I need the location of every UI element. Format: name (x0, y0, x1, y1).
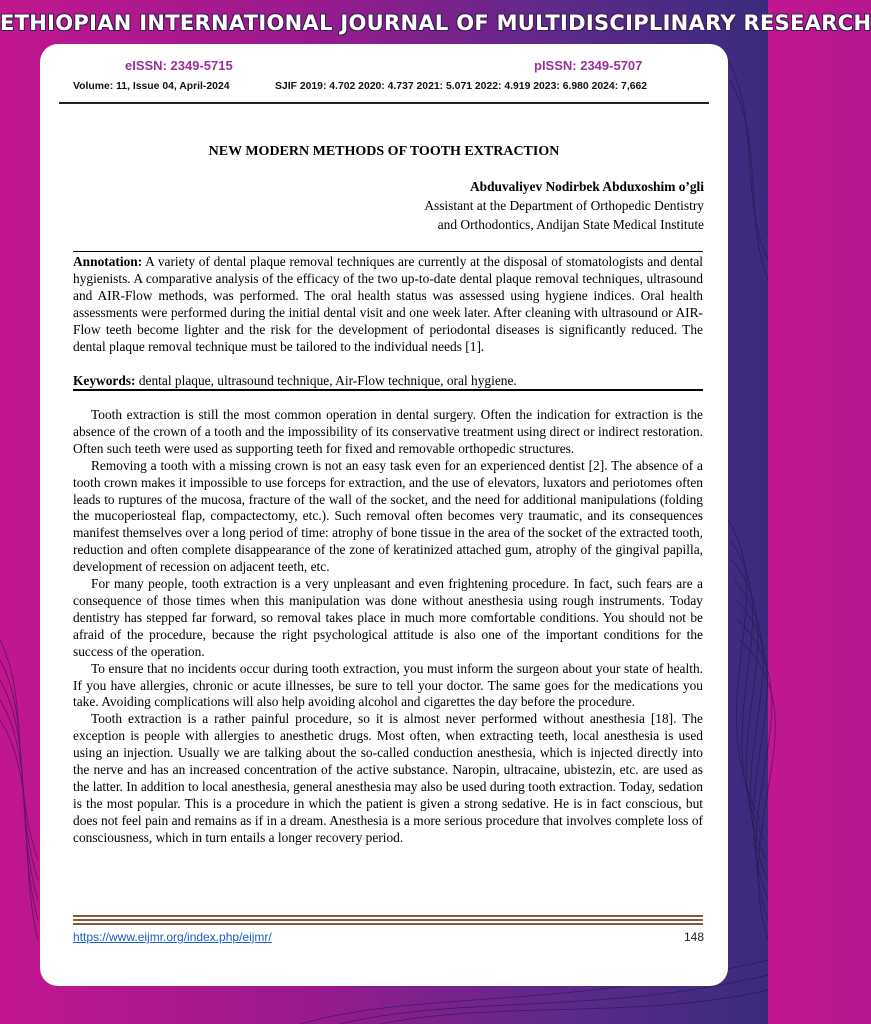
volume-issue: Volume: 11, Issue 04, April-2024 (73, 81, 230, 92)
journal-url-link[interactable]: https://www.eijmr.org/index.php/eijmr/ (73, 930, 272, 944)
footer-divider (73, 915, 703, 927)
keywords-label: Keywords: (73, 373, 136, 388)
eissn: eISSN: 2349-5715 (125, 58, 233, 73)
body-paragraph: Tooth extraction is a rather painful procedure, so it is almost never performed without anesthesia [18]. The exception is people with allergies to anesthetic drugs. Most often, when extracting teeth, local anesthesia is used using an injection. Usually we are talking about the so-called conduction anesthesia, which is injected directly into the nerve and has an increased concentration of the active substance. Naropin, ultracaine, ubistezin, etc. are used as the latter. In addition to local anesthesia, general anesthesia may also be used during tooth extraction. Today, sedation is the most popular. This is a procedure in which the patient is given a strong sedative. He is in fact conscious, but does not feel pain and remains as if in a dream. Anesthesia is a more serious procedure that involves complete loss of consciousness, which in turn entails a longer recovery period. (73, 711, 703, 845)
document-page (40, 44, 728, 986)
body-paragraph: For many people, tooth extraction is a very unpleasant and even frightening procedure. In fact, such fears are a consequence of those times when this manipulation was done without anesthesia using rough instruments. Today dentistry has stepped far forward, so removal takes place in much more comfortable conditions. You should not be afraid of the procedure, because the right psychological attitude is also one of the important conditions for the success of the operation. (73, 576, 703, 659)
body-paragraph: To ensure that no incidents occur during tooth extraction, you must inform the surgeon about your state of health. If you have allergies, chronic or acute illnesses, be sure to tell your doctor. The same goes for the medications you take. Avoiding complications will also help avoiding alcohol and cigarettes the day before the procedure. (73, 660, 703, 710)
keywords-bottom-rule (73, 389, 703, 391)
journal-banner: ETHIOPIAN INTERNATIONAL JOURNAL OF MULTIDISCIPLINARY RESEARCH (0, 11, 871, 35)
header-divider (59, 102, 709, 104)
article-body (73, 407, 703, 847)
annotation-top-rule (73, 251, 703, 252)
body-paragraph: Tooth extraction is still the most common operation in dental surgery. Often the indication for extraction is the absence of the crown of a tooth and the impossibility of its conservative treatment using direct or indirect restoration. Often such teeth were used as supporting teeth for fixed and removable orthopedic structures. (73, 407, 703, 456)
keywords-text: dental plaque, ultrasound technique, Air-Flow technique, oral hygiene. (135, 373, 517, 388)
author-block (424, 177, 704, 234)
annotation-text: A variety of dental plaque removal techniques are currently at the disposal of stomatologists and dental hygienists. A comparative analysis of the efficacy of the two up-to-date dental plaque removal techniques, ultrasound and AIR-Flow methods, was performed. The oral health status was assessed using hygiene indices. Oral health assessments were performed during the initial dental visit and one week later. After cleaning with ultrasound or AIR-Flow teeth become lighter and the risk for the development of periodontal diseases is significantly reduced. The dental plaque removal technique must be tailored to the individual needs [1]. (73, 254, 703, 354)
author-name: Abduvaliyev Nodirbek Abduxoshim o’gli (469, 179, 704, 194)
annotation (73, 254, 703, 355)
affiliation-line-2: and Orthodontics, Andijan State Medical Institute (437, 217, 704, 232)
keywords (73, 373, 703, 390)
page-number: 148 (683, 930, 704, 944)
volume-info-line (73, 81, 694, 92)
sjif-scores: SJIF 2019: 4.702 2020: 4.737 2021: 5.071 2022: 4.919 2023: 6.980 2024: 7,662 (275, 81, 648, 92)
annotation-label: Annotation: (73, 254, 143, 269)
article-title: NEW MODERN METHODS OF TOOTH EXTRACTION (208, 144, 560, 159)
pissn: pISSN: 2349-5707 (534, 58, 643, 73)
affiliation-line-1: Assistant at the Department of Orthopedic Dentistry (424, 198, 704, 213)
body-paragraph: Removing a tooth with a missing crown is not an easy task even for an experienced dentist [2]. The absence of a tooth crown makes it impossible to use forceps for extraction, and the use of elevators, luxators and periotomes often leads to ruptures of the mucosa, fracture of the wall of the socket, and the need for additional manipulations (folding the mucoperiosteal flap, compactectomy, etc.). Such removal often becomes very traumatic, and its consequences manifest themselves over a long period of time: atrophy of bone tissue in the area of the socket of the extracted tooth, reduction and often complete disappearance of the zone of keratinized attached gum, atrophy of the gingival papilla, development of recession on adjacent teeth, etc. (73, 457, 703, 575)
